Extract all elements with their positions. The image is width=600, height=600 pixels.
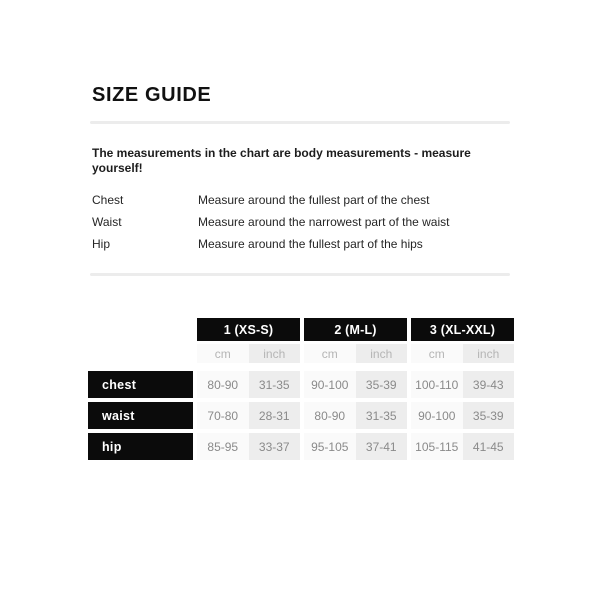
value-group [197, 433, 300, 460]
definition-row-hip [92, 233, 514, 255]
unit-inch-header: inch [356, 344, 408, 363]
title-divider [90, 121, 510, 124]
definition-row-waist [92, 211, 514, 233]
value-group [197, 371, 300, 398]
unit-spacer [88, 344, 193, 363]
size-guide-page [88, 84, 514, 460]
definition-row-chest [92, 189, 514, 211]
value-group [304, 402, 407, 429]
value-cell: 41-45 [463, 433, 515, 460]
table-row-waist [88, 402, 514, 429]
size-header-1: 1 (XS-S) [197, 318, 300, 341]
value-group [304, 433, 407, 460]
unit-group-2 [304, 344, 407, 363]
unit-group-1 [197, 344, 300, 363]
value-cell: 80-90 [304, 402, 356, 429]
value-cell: 28-31 [249, 402, 301, 429]
row-label-hip: hip [88, 433, 193, 460]
value-group [304, 371, 407, 398]
unit-header-row [88, 344, 514, 363]
header-spacer [88, 318, 193, 341]
size-header-2: 2 (M-L) [304, 318, 407, 341]
page-title: SIZE GUIDE [92, 84, 212, 106]
value-group [411, 371, 514, 398]
value-group [411, 433, 514, 460]
unit-group-3 [411, 344, 514, 363]
measurement-definitions [92, 189, 514, 255]
value-cell: 70-80 [197, 402, 249, 429]
value-cell: 31-35 [356, 402, 408, 429]
size-table [88, 318, 514, 460]
unit-cm-header: cm [197, 344, 249, 363]
row-label-waist: waist [88, 402, 193, 429]
table-row-hip [88, 433, 514, 460]
unit-inch-header: inch [463, 344, 515, 363]
value-cell: 37-41 [356, 433, 408, 460]
value-cell: 31-35 [249, 371, 301, 398]
value-cell: 105-115 [411, 433, 463, 460]
value-cell: 90-100 [304, 371, 356, 398]
table-row-chest [88, 371, 514, 398]
value-cell: 85-95 [197, 433, 249, 460]
value-cell: 35-39 [463, 402, 515, 429]
value-cell: 80-90 [197, 371, 249, 398]
definition-term: Hip [92, 237, 111, 251]
value-cell: 95-105 [304, 433, 356, 460]
unit-inch-header: inch [249, 344, 301, 363]
value-cell: 35-39 [356, 371, 408, 398]
value-cell: 39-43 [463, 371, 515, 398]
size-header-row [88, 318, 514, 341]
row-label-chest: chest [88, 371, 193, 398]
definition-description: Measure around the fullest part of the hips [198, 237, 423, 251]
definition-description: Measure around the narrowest part of the waist [198, 215, 450, 229]
value-group [197, 402, 300, 429]
size-header-3: 3 (XL-XXL) [411, 318, 514, 341]
section-divider [90, 273, 510, 276]
definition-term: Chest [92, 193, 124, 207]
value-cell: 33-37 [249, 433, 301, 460]
definition-description: Measure around the fullest part of the chest [198, 193, 430, 207]
measurement-intro-text: The measurements in the chart are body measurements - measure yourself! [92, 146, 471, 175]
unit-cm-header: cm [304, 344, 356, 363]
value-cell: 90-100 [411, 402, 463, 429]
value-group [411, 402, 514, 429]
unit-cm-header: cm [411, 344, 463, 363]
value-cell: 100-110 [411, 371, 463, 398]
definition-term: Waist [92, 215, 122, 229]
